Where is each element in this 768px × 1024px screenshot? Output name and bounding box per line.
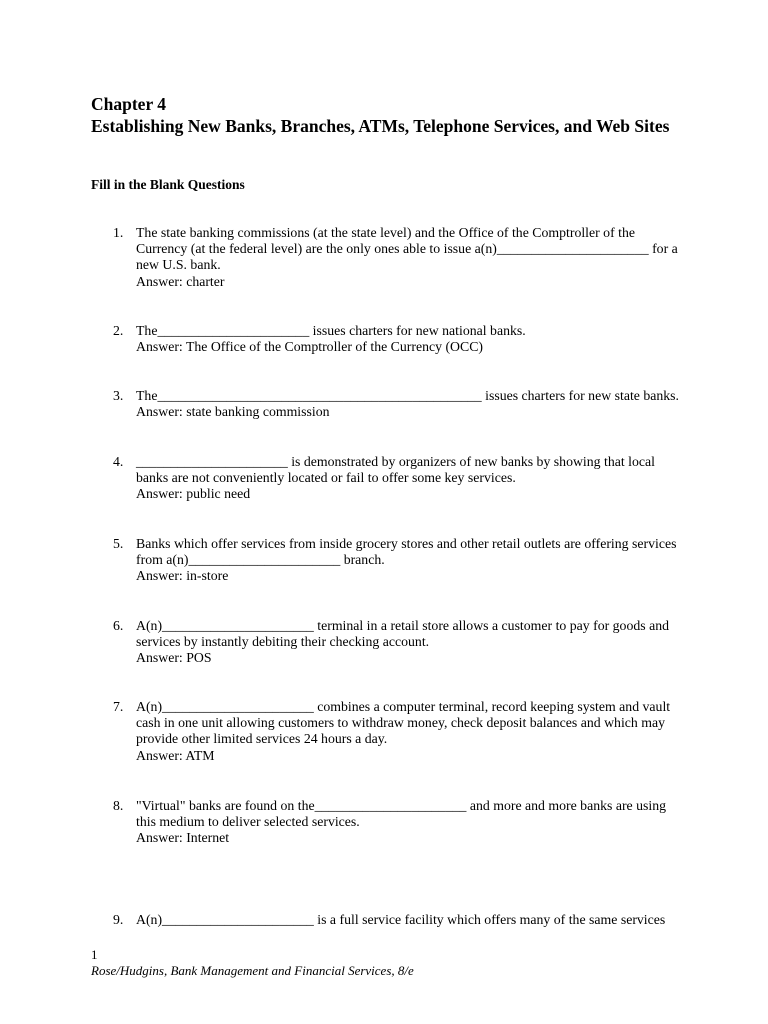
question-line: provide other limited services 24 hours a day. <box>136 731 388 747</box>
question-line: this medium to deliver selected services. <box>136 814 360 830</box>
question-line: The______________________ issues charters for new national banks. <box>136 323 526 338</box>
question-body <box>136 454 686 503</box>
chapter-title: Establishing New Banks, Branches, ATMs, Telephone Services, and Web Sites <box>91 116 670 136</box>
chapter-label: Chapter 4 <box>91 94 167 114</box>
question-number: 2. <box>113 323 124 338</box>
question-number: 9. <box>113 912 124 927</box>
answer-line: Answer: ATM <box>136 747 215 763</box>
section-heading: Fill in the Blank Questions <box>91 177 245 192</box>
question-body <box>136 912 686 928</box>
answer-line: Answer: state banking commission <box>136 404 330 420</box>
question-body <box>136 618 686 667</box>
question-body <box>136 798 686 847</box>
answer-line: Answer: charter <box>136 273 225 289</box>
question-number: 5. <box>113 536 124 551</box>
question-body <box>136 323 686 355</box>
question-line: ______________________ is demonstrated by organizers of new banks by showing that local <box>136 454 655 469</box>
chapter-heading <box>91 93 731 137</box>
page-number: 1 <box>91 947 98 962</box>
question-line: Banks which offer services from inside grocery stores and other retail outlets are offering services <box>136 536 677 551</box>
question-line: services by instantly debiting their checking account. <box>136 634 430 650</box>
question-line: from a(n)______________________ branch. <box>136 552 385 568</box>
question-body <box>136 225 686 290</box>
answer-line: Answer: POS <box>136 650 212 666</box>
question-line: cash in one unit allowing customers to withdraw money, check deposit balances and which may <box>136 715 665 731</box>
question-number: 4. <box>113 454 124 469</box>
question-body <box>136 388 686 420</box>
question-number: 7. <box>113 699 124 714</box>
question-line: new U.S. bank. <box>136 257 221 273</box>
question-line: banks are not conveniently located or fail to offer some key services. <box>136 470 516 486</box>
answer-line: Answer: in-store <box>136 568 229 584</box>
question-number: 8. <box>113 798 124 813</box>
answer-line: Answer: The Office of the Comptroller of the Currency (OCC) <box>136 339 484 355</box>
question-number: 6. <box>113 618 124 633</box>
question-number: 1. <box>113 225 124 240</box>
question-line: The state banking commissions (at the state level) and the Office of the Comptroller of the <box>136 225 635 240</box>
question-line: The_______________________________________________ issues charters for new state banks. <box>136 388 679 403</box>
question-line: A(n)______________________ combines a computer terminal, record keeping system and vault <box>136 699 671 714</box>
footer-citation: Rose/Hudgins, Bank Management and Financial Services, 8/e <box>91 963 414 978</box>
question-line: A(n)______________________ terminal in a retail store allows a customer to pay for goods and <box>136 618 669 633</box>
answer-line: Answer: Internet <box>136 830 230 846</box>
answer-line: Answer: public need <box>136 486 251 502</box>
question-line: A(n)______________________ is a full service facility which offers many of the same services <box>136 912 666 927</box>
question-line: "Virtual" banks are found on the______________________ and more and more banks are using <box>136 798 667 813</box>
question-body <box>136 699 686 764</box>
question-line: Currency (at the federal level) are the only ones able to issue a(n)______________________ for a <box>136 241 678 257</box>
question-number: 3. <box>113 388 124 403</box>
question-body <box>136 536 686 585</box>
